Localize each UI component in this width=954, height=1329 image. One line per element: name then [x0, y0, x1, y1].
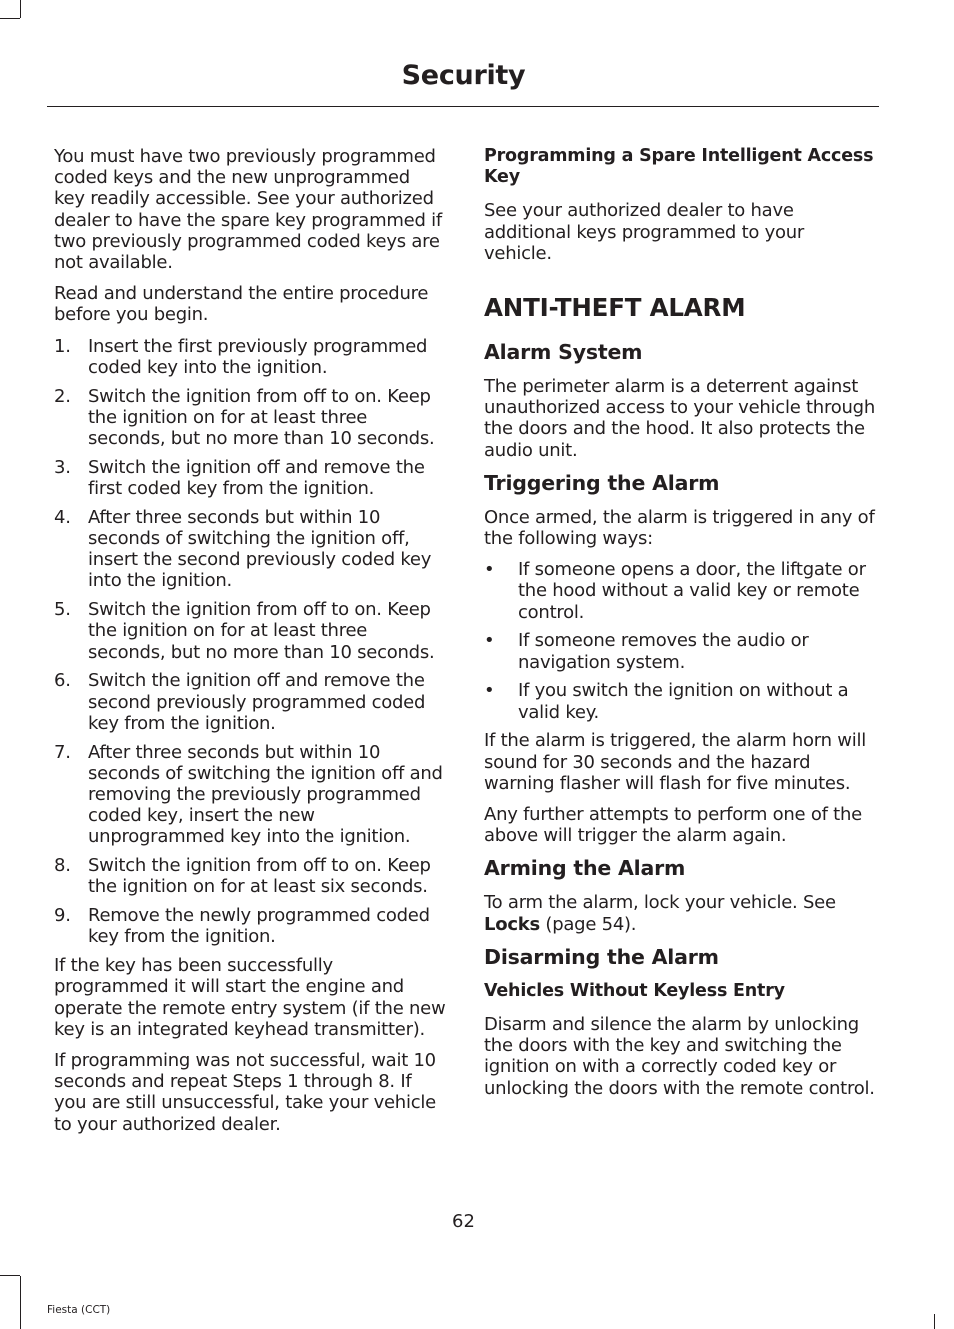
spare-key-heading: Programming a Spare Intelligent Access Key — [484, 146, 874, 188]
list-item — [484, 630, 876, 672]
step-number: 9. — [54, 905, 71, 927]
list-item — [54, 670, 446, 734]
list-item — [54, 855, 446, 897]
crop-mark — [20, 1276, 21, 1329]
outro-paragraph: If programming was not successful, wait 10 seconds and repeat Steps 1 through 8. If you are still unsuccessful, take your vehicle to your authorized dealer. — [54, 1050, 436, 1135]
triggering-intro: Once armed, the alarm is triggered in any of the following ways: — [484, 506, 875, 550]
step-text: Switch the ignition from off to on. Keep the ignition on for at least six seconds. — [88, 855, 431, 898]
trigger-paragraph: If the alarm is triggered, the alarm horn will sound for 30 seconds and the hazard warning flasher will flash for five minutes. — [484, 730, 866, 794]
trigger-list — [484, 559, 876, 723]
right-column — [484, 146, 876, 1109]
step-number: 7. — [54, 741, 71, 763]
step-number: 3. — [54, 456, 71, 478]
alarm-system-text: The perimeter alarm is a deterrent against unauthorized access to your vehicle through the doors and the hood. It also protects the audio unit. — [484, 376, 875, 461]
bullet-icon: • — [484, 559, 495, 581]
list-item — [54, 742, 446, 848]
page-title: Security — [401, 60, 526, 91]
keyless-text: Disarm and silence the alarm by unlocking the doors with the key and switching the ignition on with a correctly coded key or unlocking the doors with the remote control. — [484, 1014, 875, 1099]
bullet-text: If someone removes the audio or navigation system. — [518, 630, 809, 673]
arming-text — [484, 892, 876, 934]
anti-theft-alarm-heading: ANTI-THEFT ALARM — [484, 293, 746, 323]
intro-paragraph: Read and understand the entire procedure before you begin. — [54, 283, 429, 326]
bullet-text: If someone opens a door, the liftgate or the hood without a valid key or remote control. — [518, 559, 866, 623]
alarm-system-heading: Alarm System — [484, 340, 643, 365]
list-item — [54, 507, 446, 592]
step-text: Insert the first previously programmed coded key into the ignition. — [88, 335, 428, 378]
step-number: 4. — [54, 506, 71, 528]
footer-model: Fiesta (CCT) — [47, 1304, 111, 1316]
locks-link[interactable]: Locks — [484, 913, 540, 935]
outro-paragraph: If the key has been successfully programmed it will start the engine and operate the remote entry system (if the new key is an integrated keyhead transmitter). — [54, 955, 446, 1040]
intro-paragraph: You must have two previously programmed coded keys and the new unprogrammed key readily accessible. See your authorized dealer to have the spare key programmed if two previously programmed coded keys are not available. — [54, 146, 442, 274]
step-text: Remove the newly programmed coded key from the ignition. — [88, 905, 430, 948]
list-item — [54, 905, 446, 947]
step-number: 8. — [54, 855, 71, 877]
step-number: 5. — [54, 599, 71, 621]
trigger-paragraph: Any further attempts to perform one of the above will trigger the alarm again. — [484, 804, 862, 847]
crop-mark — [0, 1275, 20, 1276]
list-item — [54, 386, 446, 450]
arming-text-after: (page 54). — [539, 913, 637, 935]
step-text: Switch the ignition from off to on. Keep the ignition on for at least three seconds, but no more than 10 seconds. — [88, 385, 435, 450]
step-text: Switch the ignition from off to on. Keep the ignition on for at least three seconds, but no more than 10 seconds. — [88, 599, 435, 663]
triggering-heading: Triggering the Alarm — [484, 470, 720, 495]
bullet-text: If you switch the ignition on without a valid key. — [518, 680, 849, 723]
step-number: 2. — [54, 385, 71, 407]
keyless-heading: Vehicles Without Keyless Entry — [484, 980, 785, 1001]
arming-text-before: To arm the alarm, lock your vehicle. See — [484, 892, 836, 914]
list-item — [54, 599, 446, 663]
spare-key-text: See your authorized dealer to have additional keys programmed to your vehicle. — [484, 200, 805, 264]
page-number: 62 — [452, 1211, 475, 1232]
bullet-icon: • — [484, 630, 495, 652]
arming-heading: Arming the Alarm — [484, 856, 686, 881]
step-text: After three seconds but within 10 seconds of switching the ignition off, insert the second previously coded key into the ignition. — [88, 506, 432, 592]
crop-mark — [20, 0, 21, 18]
step-text: Switch the ignition off and remove the first coded key from the ignition. — [88, 456, 425, 500]
list-item — [484, 680, 876, 722]
left-column — [54, 146, 446, 1145]
list-item — [54, 336, 446, 378]
bullet-icon: • — [484, 680, 495, 702]
step-text: After three seconds but within 10 seconds of switching the ignition off and removing the previously programmed coded key, insert the new unprogrammed key into the ignition. — [88, 741, 443, 848]
list-item — [54, 457, 446, 499]
header-rule — [47, 106, 879, 107]
list-item — [484, 559, 876, 623]
crop-mark — [0, 18, 20, 19]
step-number: 1. — [54, 335, 71, 357]
disarming-heading: Disarming the Alarm — [484, 944, 719, 969]
programming-steps-list — [54, 336, 446, 948]
step-number: 6. — [54, 670, 71, 692]
step-text: Switch the ignition off and remove the second previously programmed coded key from the ignition. — [88, 670, 426, 734]
crop-mark — [934, 1314, 935, 1329]
